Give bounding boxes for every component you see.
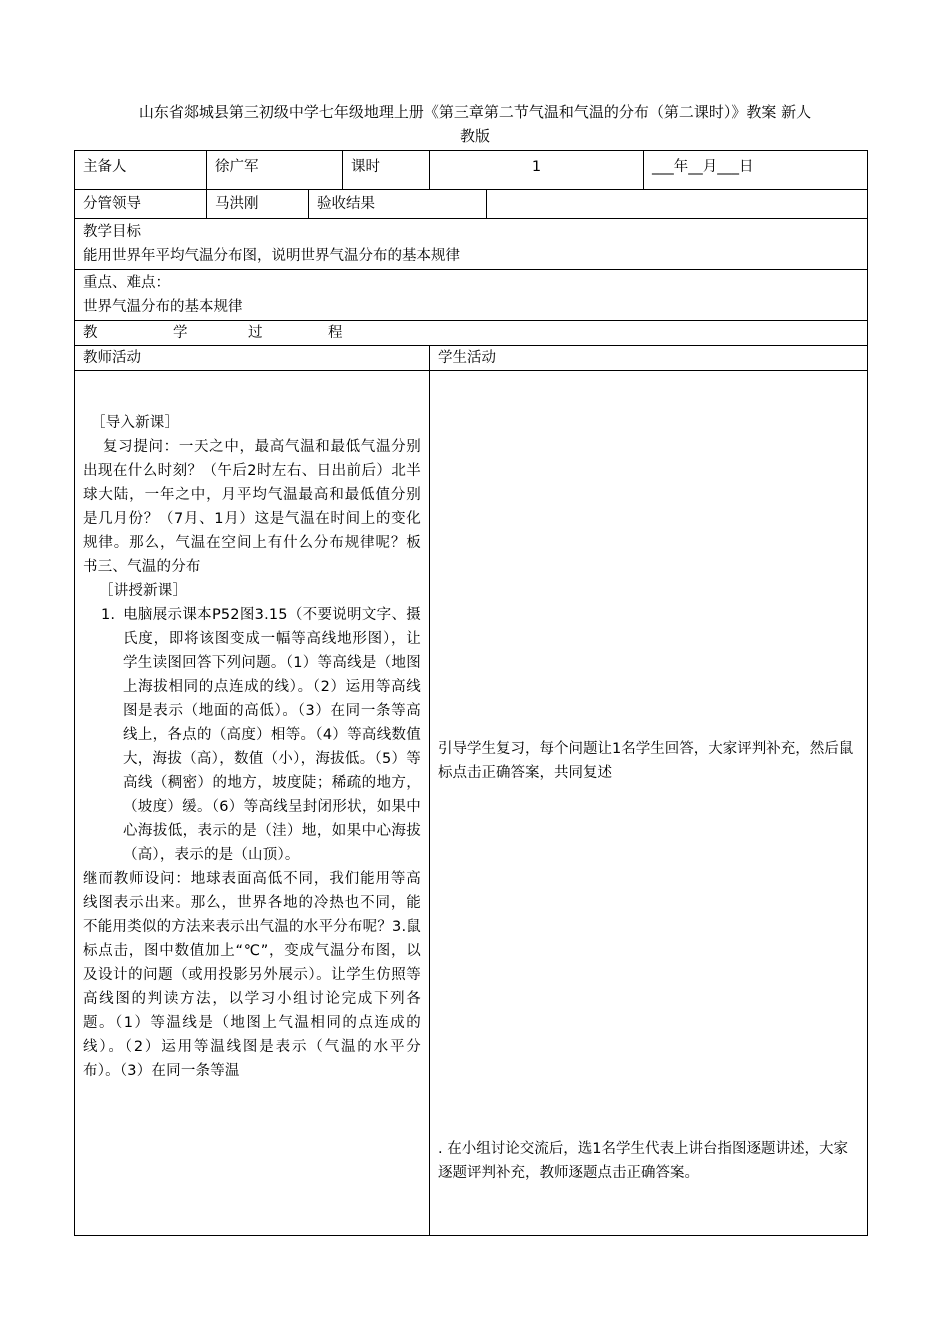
key-label: 重点、难点：	[83, 275, 170, 291]
list-item-1	[83, 603, 421, 867]
process-char-4: 程	[328, 325, 343, 341]
document-title	[70, 100, 880, 148]
row-key	[75, 270, 868, 321]
process-char-3: 过	[248, 325, 263, 341]
row-content	[75, 371, 868, 1236]
date-field: ___年__月___日	[644, 151, 868, 190]
title-line-2: 教版	[459, 127, 490, 145]
process-char-1: 教	[83, 325, 98, 341]
process-char-2: 学	[173, 325, 188, 341]
process-heading	[75, 321, 868, 346]
student-note-2: . 在小组讨论交流后，选1名学生代表上讲台指图逐题讲述，大家逐题评判补充，教师逐题点击正确答案。	[438, 1141, 848, 1181]
student-note-1: 引导学生复习，每个问题让1名学生回答，大家评判补充，然后鼠标点击正确答案，共同复述	[438, 741, 854, 781]
row-preparer	[75, 151, 868, 190]
key-text: 世界气温分布的基本规律	[83, 299, 243, 315]
teacher-activities	[75, 371, 430, 1236]
title-line-1: 山东省郯城县第三初级中学七年级地理上册《第三章第二节气温和气温的分布（第二课时）》教案 新人	[138, 103, 812, 121]
leader-label: 分管领导	[75, 190, 207, 219]
check-result	[487, 190, 868, 219]
leader-name: 马洪刚	[207, 190, 309, 219]
period-value: 1	[430, 151, 644, 190]
row-goal	[75, 219, 868, 270]
lecture-heading: ［讲授新课］	[99, 583, 188, 599]
period-label: 课时	[343, 151, 430, 190]
student-column-header: 学生活动	[430, 346, 868, 371]
list-item-1-text: 电脑展示课本P52图3.15（不要说明文字、摄氏度，即将该图变成一幅等高线地形图），让学生读图回答下列问题。（1）等高线是（地图上海拔相同的点连成的线）。（2）运用等高线图是表示（地面的高低）。（3）在同一条等高线上，各点的（高度）相等。（4）等高线数值大，海拔（高），数值（小），海拔低。（5）等高线（稠密）的地方，坡度陡；稀疏的地方，（坡度）缓。（6）等高线呈封闭形状，如果中心海拔低，表示的是（洼）地，如果中心海拔（高），表示的是（山顶）。	[123, 607, 421, 863]
intro-text: 复习提问：一天之中，最高气温和最低气温分别出现在什么时刻？（午后2时左右、日出前后）北半球大陆，一年之中，月平均气温最高和最低值分别是几月份？（7月、1月）这是气温在时间上的变化规律。那么，气温在空间上有什么分布规律呢？板书三、气温的分布	[83, 439, 421, 575]
goal-label: 教学目标	[83, 224, 141, 240]
student-activities	[430, 371, 868, 1236]
list-item-1-number: 1.	[101, 607, 116, 623]
check-label: 验收结果	[309, 190, 487, 219]
goal-text: 能用世界年平均气温分布图，说明世界气温分布的基本规律	[83, 248, 460, 264]
preparer-label: 主备人	[75, 151, 207, 190]
row-process	[75, 321, 868, 346]
lesson-plan-table	[74, 150, 868, 1236]
row-columns	[75, 346, 868, 371]
follow-text: 继而教师设问：地球表面高低不同，我们能用等高线图表示出来。那么，世界各地的冷热也不同，能不能用类似的方法来表示出气温的水平分布呢？3.鼠标点击，图中数值加上“℃”，变成气温分布图，以及设计的问题（或用投影另外展示）。让学生仿照等高线图的判读方法，以学习小组讨论完成下列各题。（1）等温线是（地图上气温相同的点连成的线）。（2）运用等温线图是表示（气温的水平分布）。（3）在同一条等温	[83, 871, 421, 1079]
intro-heading: ［导入新课］	[91, 415, 180, 431]
teacher-column-header: 教师活动	[75, 346, 430, 371]
preparer-name: 徐广军	[207, 151, 343, 190]
row-leader	[75, 190, 868, 219]
